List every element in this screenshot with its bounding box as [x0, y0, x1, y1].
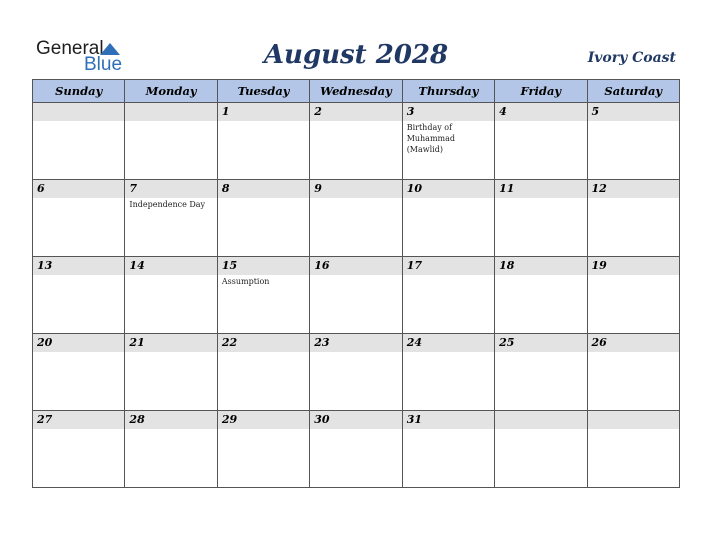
day-number: 17: [403, 257, 494, 275]
day-number: 28: [125, 411, 216, 429]
weekday-header: Friday: [495, 80, 587, 103]
day-cell: [587, 411, 679, 488]
holiday-label: [33, 198, 124, 199]
day-cell: [402, 257, 494, 334]
holiday-label: [403, 275, 494, 276]
day-cell: [402, 103, 494, 180]
calendar-title: August 2028: [263, 40, 449, 70]
day-cell: [495, 103, 587, 180]
day-cell: [310, 257, 402, 334]
day-number: 22: [218, 334, 309, 352]
day-number: 23: [310, 334, 401, 352]
weekday-header: Saturday: [587, 80, 679, 103]
day-cell: [217, 334, 309, 411]
holiday-label: [588, 121, 679, 122]
day-number: 24: [403, 334, 494, 352]
day-number: 1: [218, 103, 309, 121]
week-row: [33, 257, 680, 334]
day-cell: [217, 180, 309, 257]
holiday-label: Assumption: [221, 277, 270, 286]
day-number: [495, 411, 586, 429]
country-name: Ivory Coast: [587, 50, 676, 66]
day-cell: [587, 180, 679, 257]
week-row: [33, 334, 680, 411]
day-number: 11: [495, 180, 586, 198]
day-number: 4: [495, 103, 586, 121]
holiday-label: [33, 429, 124, 430]
holiday-label: [125, 352, 216, 353]
holiday-label: [310, 275, 401, 276]
day-number: 27: [33, 411, 124, 429]
day-number: 26: [588, 334, 679, 352]
holiday-label: [403, 198, 494, 199]
day-cell: [125, 411, 217, 488]
day-cell: [402, 180, 494, 257]
weekday-header: Wednesday: [310, 80, 402, 103]
day-number: 13: [33, 257, 124, 275]
holiday-label: [403, 429, 494, 430]
holiday-label: [218, 121, 309, 122]
day-cell: [495, 411, 587, 488]
holiday-label: [495, 198, 586, 199]
day-cell: [587, 334, 679, 411]
holiday-label: [33, 121, 124, 122]
week-row: [33, 103, 680, 180]
day-cell: [495, 334, 587, 411]
weekday-header: Monday: [125, 80, 217, 103]
day-cell: [217, 411, 309, 488]
day-cell: [217, 103, 309, 180]
day-cell: [125, 257, 217, 334]
holiday-label: [588, 198, 679, 199]
day-cell: [587, 257, 679, 334]
holiday-label: [125, 275, 216, 276]
day-cell: [495, 257, 587, 334]
day-cell: [125, 334, 217, 411]
weekday-header: Tuesday: [217, 80, 309, 103]
holiday-label: [588, 429, 679, 430]
day-number: 20: [33, 334, 124, 352]
day-number: 7: [125, 180, 216, 198]
day-cell: [33, 257, 125, 334]
weekday-header: Sunday: [33, 80, 125, 103]
holiday-label: [33, 352, 124, 353]
day-cell: [33, 103, 125, 180]
holiday-label: [588, 275, 679, 276]
day-cell: [217, 257, 309, 334]
day-cell: [33, 411, 125, 488]
day-cell: [33, 334, 125, 411]
holiday-label: [495, 275, 586, 276]
day-cell: [310, 103, 402, 180]
day-cell: [402, 411, 494, 488]
day-cell: [125, 180, 217, 257]
week-row: [33, 180, 680, 257]
day-number: [125, 103, 216, 121]
holiday-label: [403, 352, 494, 353]
day-cell: [33, 180, 125, 257]
day-number: 15: [218, 257, 309, 275]
holiday-label: [588, 352, 679, 353]
day-cell: [310, 180, 402, 257]
weekday-header-row: [33, 80, 680, 103]
day-number: 16: [310, 257, 401, 275]
day-cell: [587, 103, 679, 180]
day-cell: [310, 411, 402, 488]
day-cell: [310, 334, 402, 411]
day-number: 2: [310, 103, 401, 121]
day-number: 9: [310, 180, 401, 198]
holiday-label: [310, 121, 401, 122]
holiday-label: Independence Day: [129, 200, 206, 209]
logo-text-general: General: [36, 38, 104, 59]
day-number: 10: [403, 180, 494, 198]
day-number: 31: [403, 411, 494, 429]
weekday-header: Thursday: [402, 80, 494, 103]
day-number: 30: [310, 411, 401, 429]
day-number: 5: [588, 103, 679, 121]
holiday-label: [218, 429, 309, 430]
day-number: 19: [588, 257, 679, 275]
day-number: 14: [125, 257, 216, 275]
day-number: 8: [218, 180, 309, 198]
calendar-body: [33, 103, 680, 488]
logo-text-blue: Blue: [84, 54, 123, 75]
holiday-label: [125, 429, 216, 430]
holiday-label: [218, 198, 309, 199]
holiday-label: [495, 352, 586, 353]
day-number: 3: [403, 103, 494, 121]
day-number: 21: [125, 334, 216, 352]
day-number: 6: [33, 180, 124, 198]
day-number: 12: [588, 180, 679, 198]
day-number: [588, 411, 679, 429]
holiday-label: Birthday of Muhammad (Mawlid): [406, 123, 456, 154]
day-number: 29: [218, 411, 309, 429]
day-number: 18: [495, 257, 586, 275]
week-row: [33, 411, 680, 488]
holiday-label: [495, 121, 586, 122]
day-number: 25: [495, 334, 586, 352]
holiday-label: [495, 429, 586, 430]
day-number: [33, 103, 124, 121]
holiday-label: [218, 352, 309, 353]
holiday-label: [310, 429, 401, 430]
holiday-label: [310, 198, 401, 199]
holiday-label: [310, 352, 401, 353]
day-cell: [125, 103, 217, 180]
day-cell: [495, 180, 587, 257]
day-cell: [402, 334, 494, 411]
holiday-label: [33, 275, 124, 276]
calendar-grid: [32, 79, 680, 488]
holiday-label: [125, 121, 216, 122]
